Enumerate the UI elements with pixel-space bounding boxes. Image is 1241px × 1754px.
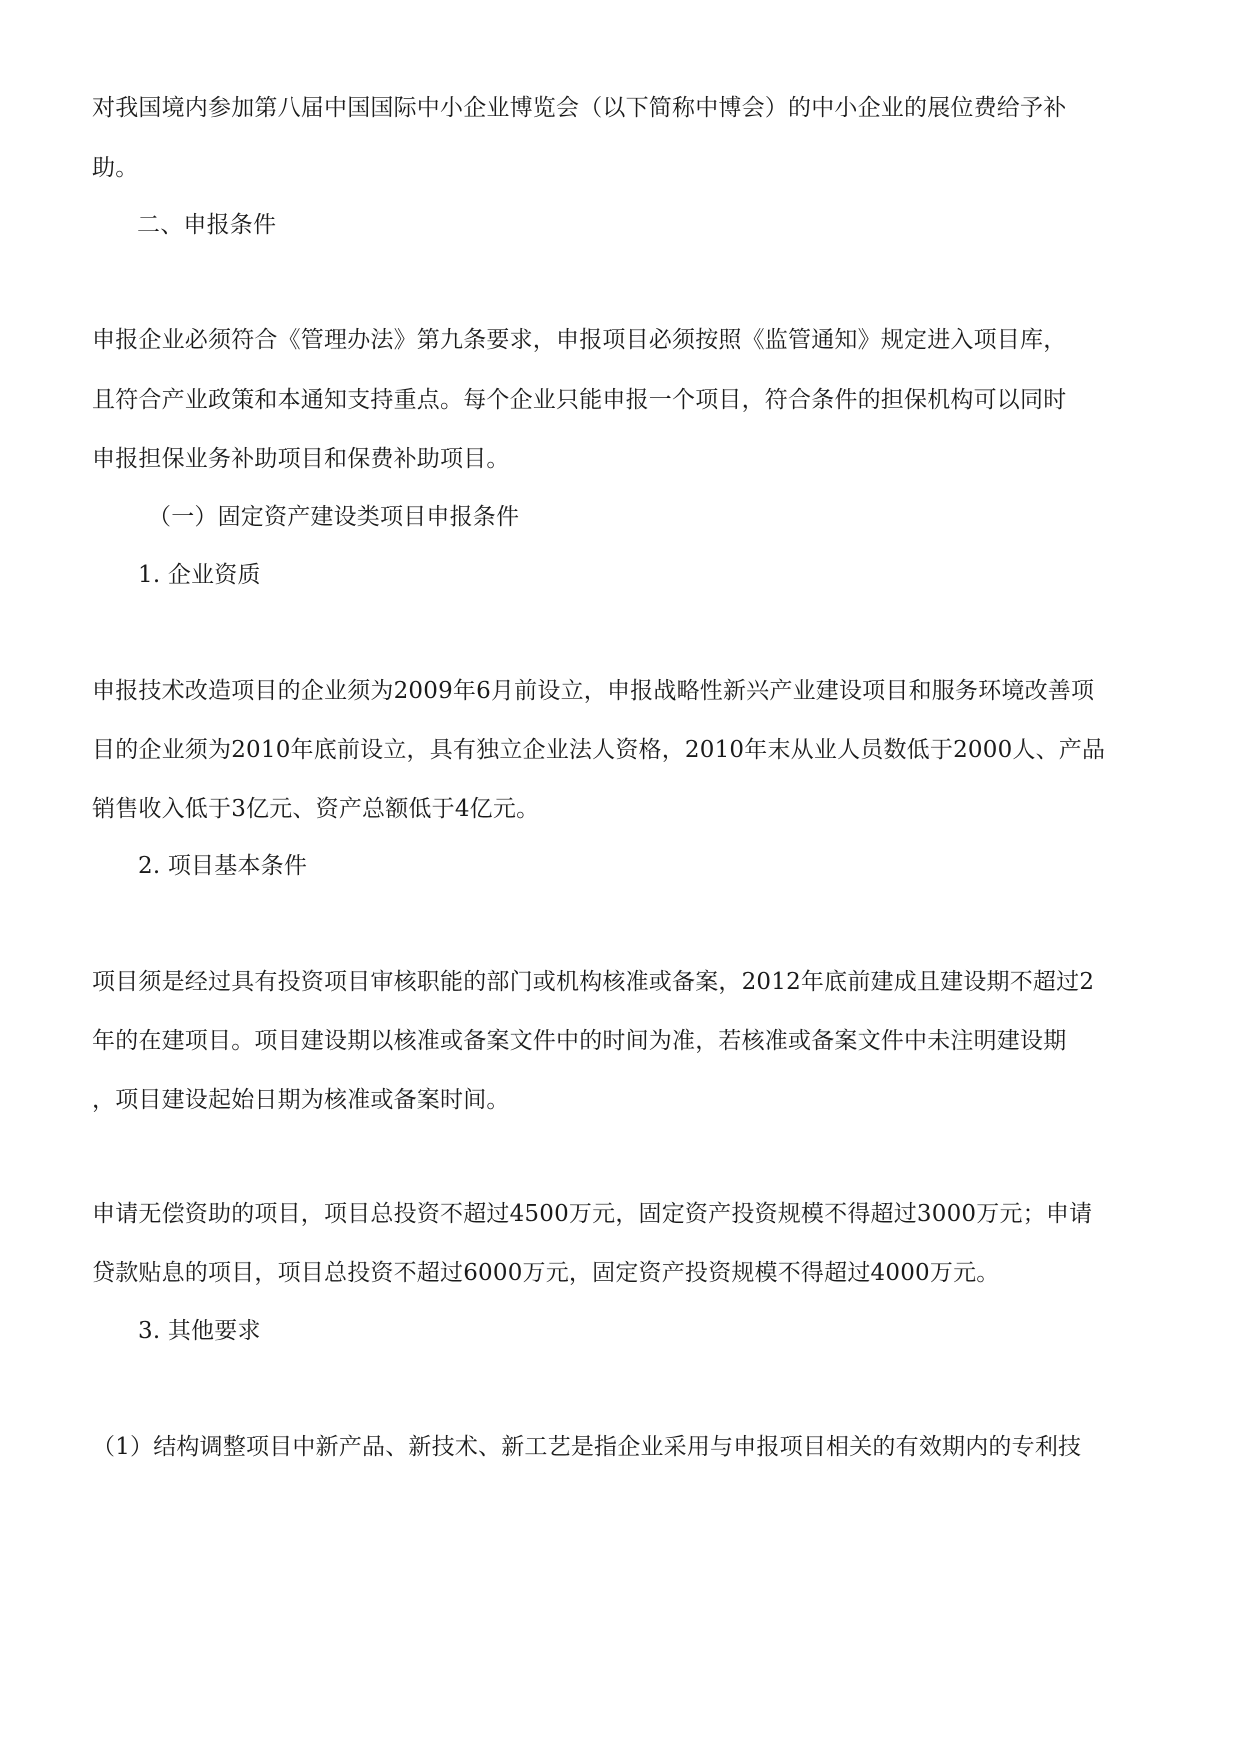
subsection-heading: （一）固定资产建设类项目申报条件 xyxy=(148,504,520,530)
item-heading: 2. 项目基本条件 xyxy=(138,853,308,879)
item-heading: 3. 其他要求 xyxy=(138,1318,261,1344)
paragraph-line: 年的在建项目。项目建设期以核准或备案文件中的时间为准，若核准或备案文件中未注明建设期 xyxy=(92,1028,1067,1054)
paragraph-line: 助。 xyxy=(92,155,139,181)
paragraph-line: 销售收入低于3亿元、资产总额低于4亿元。 xyxy=(92,796,540,822)
paragraph-line: 目的企业须为2010年底前设立，具有独立企业法人资格，2010年末从业人员数低于2000人、产品 xyxy=(92,737,1106,763)
paragraph-line: 申报企业必须符合《管理办法》第九条要求，申报项目必须按照《监管通知》规定进入项目库， xyxy=(92,327,1067,353)
paragraph-line: 项目须是经过具有投资项目审核职能的部门或机构核准或备案，2012年底前建成且建设期不超过2 xyxy=(92,969,1095,995)
paragraph-line: 申报担保业务补助项目和保费补助项目。 xyxy=(92,446,510,472)
item-heading: 1. 企业资质 xyxy=(138,562,261,588)
paragraph-line: 申报技术改造项目的企业须为2009年6月前设立，申报战略性新兴产业建设项目和服务环境改善项 xyxy=(92,678,1095,704)
paragraph-line: 且符合产业政策和本通知支持重点。每个企业只能申报一个项目，符合条件的担保机构可以同时 xyxy=(92,387,1067,413)
paragraph-line: ，项目建设起始日期为核准或备案时间。 xyxy=(92,1087,510,1113)
paragraph-line: 申请无偿资助的项目，项目总投资不超过4500万元，固定资产投资规模不得超过3000万元；申请 xyxy=(92,1201,1093,1227)
paragraph-line: 贷款贴息的项目，项目总投资不超过6000万元，固定资产投资规模不得超过4000万元。 xyxy=(92,1260,1000,1286)
paragraph-line: （1）结构调整项目中新产品、新技术、新工艺是指企业采用与申报项目相关的有效期内的专利技 xyxy=(92,1434,1082,1460)
section-heading: 二、申报条件 xyxy=(137,212,277,238)
paragraph-line: 对我国境内参加第八届中国国际中小企业博览会（以下简称中博会）的中小企业的展位费给予补 xyxy=(92,95,1067,121)
